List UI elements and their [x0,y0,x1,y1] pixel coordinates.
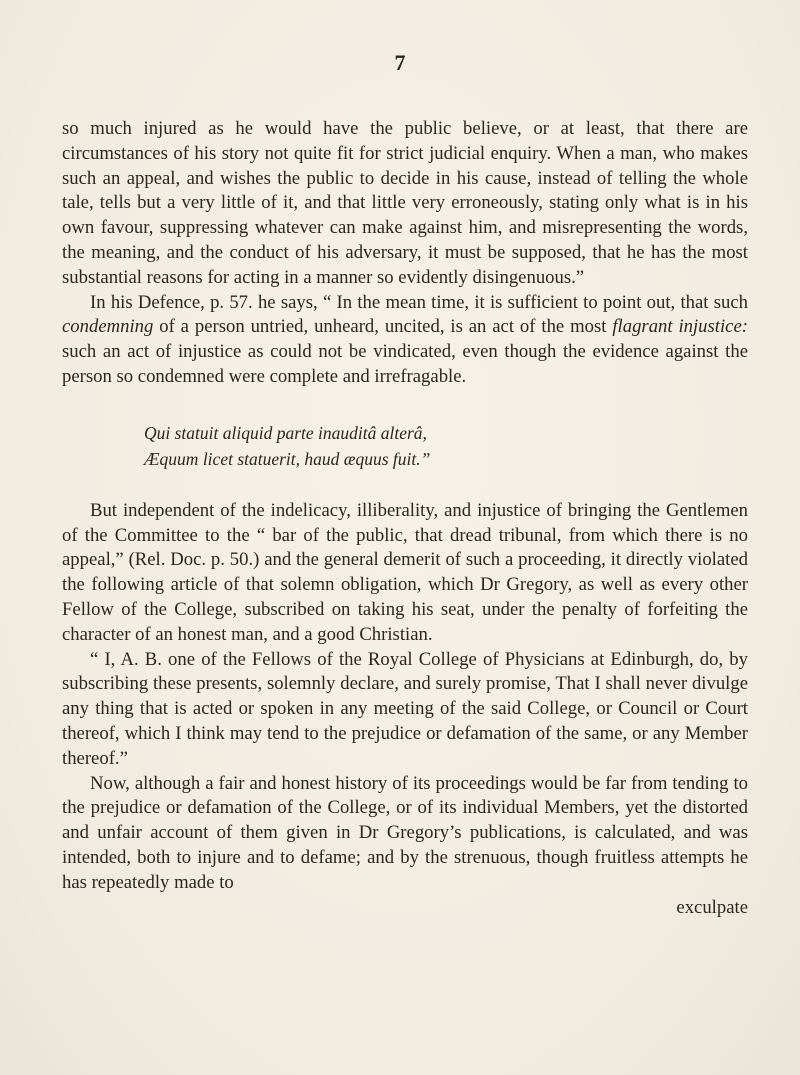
quote-line-1: Qui statuit aliquid parte inauditâ alterâ, [144,422,427,443]
paragraph-continuation: so much injured as he would have the public believe, or at least, that there are circumstances of his story not quite fit for strict judicial enquiry. When a man, who makes such an appeal, and wishes the public to decide in his cause, instead of telling the whole tale, tells but a very little of it, and that little very erroneously, stating only what is in his own favour, suppressing whatever can make against him, and misrepresenting the words, the meaning, and the conduct of his adversary, it must be supposed, that he has the most substantial reasons for acting in a manner so evidently disingenuous.” [62,118,748,288]
paragraph-oath: “ I, A. B. one of the Fellows of the Royal College of Physicians at Edinburgh, do, by subscribing these presents, solemnly declare, and surely promise, That I shall never divulge any thing that is acted or spoken in any meeting of the said College, or Council or Court thereof, which I think may tend to the prejudice or defamation of the same, or any Member thereof.” [62,648,748,769]
paragraph-text: of a person untried, unheard, uncited, is an act of the most [153,316,613,338]
emphasis-flagrant-injustice: flagrant injustice: [612,316,748,338]
quote-line-2: Æquum licet statuerit, haud æquus fuit.” [144,448,431,469]
body-text [62,117,748,920]
latin-quotation [62,420,748,472]
paragraph-text: such an act of injustice as could not be vindicated, even though the evidence against the person so condemned were complete and irrefragable. [62,341,748,387]
paragraph-defence-quote [62,291,748,390]
paragraph-conclusion: Now, although a fair and honest history of its proceedings would be far from tending to the prejudice or defamation of the College, or of its individual Members, yet the distorted and unfair account of them given in Dr Gregory’s publications, is calculated, and was intended, both to injure and to defame; and by the strenuous, though fruitless attempts he has repeatedly made to [62,772,748,893]
paragraph-obligation: But independent of the indelicacy, illiberality, and injustice of bringing the Gentlemen of the Committee to the “ bar of the public, that dread tribunal, from which there is no appeal,” (Rel. Doc. p. 50.) and the general demerit of such a proceeding, it directly violated the following article of that solemn obligation, which Dr Gregory, as well as every other Fellow of the College, subscribed on taking his seat, under the penalty of forfeiting the character of an honest man, and a good Christian. [62,499,748,645]
paragraph-text: In his Defence, p. 57. he says, “ In the mean time, it is sufficient to point out, that such [90,291,748,313]
emphasis-condemning: condemning [62,316,154,338]
catchword: exculpate [676,896,748,918]
page-number: 7 [394,50,406,75]
